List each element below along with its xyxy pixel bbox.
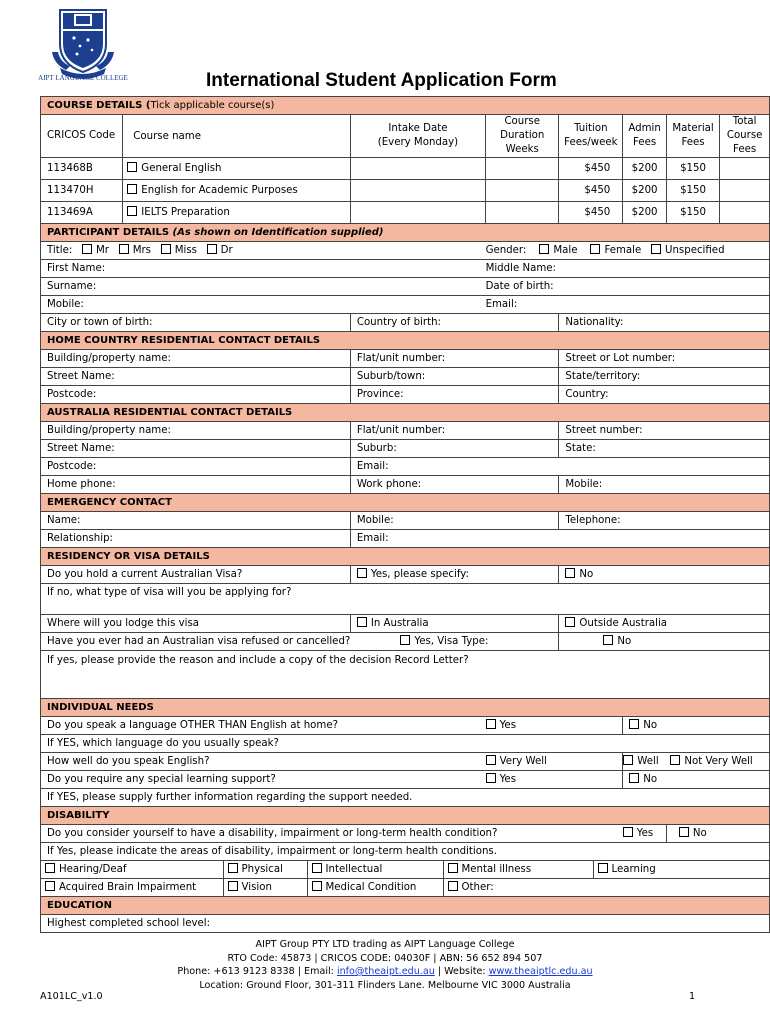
- course-row: [41, 158, 770, 180]
- tuition-fee: $450: [559, 158, 623, 180]
- refused-yes-visa-type-option[interactable]: Yes, Visa Type:: [350, 633, 559, 651]
- disability-areas-instruction: If Yes, please indicate the areas of disability, impairment or long-term health conditions.: [41, 843, 770, 861]
- checkbox-icon[interactable]: [357, 617, 367, 627]
- emergency-mobile-field[interactable]: Mobile:: [350, 512, 559, 530]
- lodge-in-australia-option[interactable]: In Australia: [350, 615, 559, 633]
- english-well-option[interactable]: Well: [623, 753, 667, 771]
- col-admin-fees: Admin Fees: [623, 115, 667, 158]
- aus-flat-field[interactable]: Flat/unit number:: [350, 422, 559, 440]
- application-form: [40, 96, 770, 933]
- checkbox-icon[interactable]: [486, 719, 496, 729]
- course-details-header: COURSE DETAILS (Tick applicable course(s): [41, 97, 770, 115]
- tuition-fee: $450: [559, 202, 623, 224]
- disability-areas-row-1: [41, 861, 770, 879]
- duration-input[interactable]: [486, 180, 559, 202]
- disability-areas-row-2: [41, 879, 770, 897]
- document-id: A101LC_v1.0: [40, 991, 103, 1002]
- intake-date-input[interactable]: [350, 180, 485, 202]
- aus-building-field[interactable]: Building/property name:: [41, 422, 351, 440]
- checkbox-icon[interactable]: [670, 755, 680, 765]
- title-field: Title: Mr Mrs Miss Dr: [41, 242, 486, 260]
- admin-fee: $200: [623, 202, 667, 224]
- aus-work-phone-field[interactable]: Work phone:: [350, 476, 559, 494]
- english-very-well-option[interactable]: Very Well: [486, 753, 623, 771]
- admin-fee: $200: [623, 158, 667, 180]
- other-language-yes-option[interactable]: Yes: [486, 717, 623, 735]
- checkbox-icon[interactable]: [127, 162, 137, 172]
- visa-yes-specify-option[interactable]: Yes, please specify:: [350, 566, 559, 584]
- aus-street-name-field[interactable]: Street Name:: [41, 440, 351, 458]
- first-name-field[interactable]: First Name:: [41, 260, 486, 278]
- city-of-birth-field[interactable]: City or town of birth:: [41, 314, 351, 332]
- education-header: EDUCATION: [41, 897, 770, 915]
- title-option-dr[interactable]: Dr: [207, 245, 233, 256]
- gender-field: Gender: Male Female Unspecified: [486, 242, 770, 260]
- home-flat-field[interactable]: Flat/unit number:: [350, 350, 559, 368]
- checkbox-icon[interactable]: [679, 827, 689, 837]
- material-fee: $150: [666, 158, 719, 180]
- footer-location: Location: Ground Floor, 301-311 Flinders Lane. Melbourne VIC 3000 Australia: [199, 979, 571, 991]
- total-fee-input[interactable]: [720, 158, 770, 180]
- english-not-very-well-option[interactable]: Not Very Well: [666, 753, 769, 771]
- material-fee: $150: [666, 180, 719, 202]
- disability-no-option[interactable]: No: [666, 825, 769, 843]
- checkbox-icon[interactable]: [565, 568, 575, 578]
- aus-state-field[interactable]: State:: [559, 440, 770, 458]
- total-fee-input[interactable]: [720, 202, 770, 224]
- refusal-reason-field[interactable]: If yes, please provide the reason and include a copy of the decision Record Letter?: [41, 651, 770, 699]
- college-name: AIPT LANGUAGE COLLEGE: [38, 74, 128, 82]
- tuition-fee: $450: [559, 180, 623, 202]
- home-province-field[interactable]: Province:: [350, 386, 559, 404]
- disability-header: DISABILITY: [41, 807, 770, 825]
- col-intake-date: Intake Date (Every Monday): [350, 115, 485, 158]
- area-physical-option[interactable]: Physical: [223, 861, 307, 878]
- checkbox-icon[interactable]: [629, 773, 639, 783]
- english-level-question: How well do you speak English?: [41, 753, 486, 771]
- disability-question: Do you consider yourself to have a disability, impairment or long-term health condition?: [41, 825, 623, 843]
- area-brain-impairment-option[interactable]: Acquired Brain Impairment: [41, 879, 223, 896]
- course-option-general-english[interactable]: General English: [123, 158, 351, 180]
- checkbox-icon[interactable]: [623, 827, 633, 837]
- col-tuition-fees: Tuition Fees/week: [559, 115, 623, 158]
- checkbox-icon[interactable]: [357, 568, 367, 578]
- aus-home-phone-field[interactable]: Home phone:: [41, 476, 351, 494]
- area-other-option[interactable]: Other:: [443, 879, 721, 896]
- home-state-field[interactable]: State/territory:: [559, 368, 770, 386]
- emergency-header: EMERGENCY CONTACT: [41, 494, 770, 512]
- checkbox-icon[interactable]: [603, 635, 613, 645]
- checkbox-icon[interactable]: [127, 206, 137, 216]
- nationality-field[interactable]: Nationality:: [559, 314, 770, 332]
- col-total-fees: Total Course Fees: [720, 115, 770, 158]
- visa-header: RESIDENCY OR VISA DETAILS: [41, 548, 770, 566]
- title-option-miss[interactable]: Miss: [161, 245, 197, 256]
- learning-support-no-option[interactable]: No: [623, 771, 770, 789]
- visa-no-option[interactable]: No: [559, 566, 770, 584]
- area-medical-condition-option[interactable]: Medical Condition: [307, 879, 443, 896]
- email-field[interactable]: Email:: [486, 296, 770, 314]
- checkbox-icon[interactable]: [486, 773, 496, 783]
- total-fee-input[interactable]: [720, 180, 770, 202]
- home-street-name-field[interactable]: Street Name:: [41, 368, 351, 386]
- form-table: [40, 96, 770, 933]
- course-option-eap[interactable]: English for Academic Purposes: [123, 180, 351, 202]
- area-mental-illness-option[interactable]: Mental illness: [443, 861, 593, 878]
- middle-name-field[interactable]: Middle Name:: [486, 260, 770, 278]
- aus-postcode-field[interactable]: Postcode:: [41, 458, 351, 476]
- home-suburb-field[interactable]: Suburb/town:: [350, 368, 559, 386]
- course-code: 113469A: [41, 202, 123, 224]
- course-option-ielts[interactable]: IELTS Preparation: [123, 202, 351, 224]
- individual-needs-header: INDIVIDUAL NEEDS: [41, 699, 770, 717]
- other-language-no-option[interactable]: No: [623, 717, 770, 735]
- lodge-visa-question: Where will you lodge this visa: [41, 615, 351, 633]
- col-cricos-code: CRICOS Code: [41, 115, 123, 158]
- footer-company: AIPT Group PTY LTD trading as AIPT Language College: [255, 939, 515, 950]
- title-option-mr[interactable]: Mr: [82, 245, 109, 256]
- checkbox-icon[interactable]: [486, 755, 496, 765]
- admin-fee: $200: [623, 180, 667, 202]
- course-code: 113470H: [41, 180, 123, 202]
- home-country-header: HOME COUNTRY RESIDENTIAL CONTACT DETAILS: [41, 332, 770, 350]
- course-row: [41, 180, 770, 202]
- gender-option-female[interactable]: Female: [590, 245, 641, 256]
- area-intellectual-option[interactable]: Intellectual: [307, 861, 443, 878]
- checkbox-icon[interactable]: [623, 755, 633, 765]
- emergency-relationship-field[interactable]: Relationship:: [41, 530, 351, 548]
- emergency-email-field[interactable]: Email:: [350, 530, 769, 548]
- aus-mobile-field[interactable]: Mobile:: [559, 476, 770, 494]
- course-row: [41, 202, 770, 224]
- page-number: 1: [689, 991, 696, 1002]
- area-learning-option[interactable]: Learning: [593, 861, 721, 878]
- area-vision-option[interactable]: Vision: [223, 879, 307, 896]
- col-material-fees: Material Fees: [666, 115, 719, 158]
- home-postcode-field[interactable]: Postcode:: [41, 386, 351, 404]
- aus-suburb-field[interactable]: Suburb:: [350, 440, 559, 458]
- australia-header: AUSTRALIA RESIDENTIAL CONTACT DETAILS: [41, 404, 770, 422]
- course-code: 113468B: [41, 158, 123, 180]
- dob-field[interactable]: Date of birth:: [486, 278, 770, 296]
- duration-input[interactable]: [486, 158, 559, 180]
- checkbox-icon[interactable]: [565, 617, 575, 627]
- learning-support-yes-option[interactable]: Yes: [486, 771, 623, 789]
- duration-input[interactable]: [486, 202, 559, 224]
- intake-date-input[interactable]: [350, 202, 485, 224]
- visa-type-applying-field[interactable]: If no, what type of visa will you be applying for?: [41, 584, 770, 615]
- col-duration: Course Duration Weeks: [486, 115, 559, 158]
- lodge-outside-australia-option[interactable]: Outside Australia: [559, 615, 770, 633]
- gender-option-unspecified[interactable]: Unspecified: [651, 245, 725, 256]
- website-link[interactable]: www.theaiptlc.edu.au: [488, 966, 593, 977]
- current-visa-question: Do you hold a current Australian Visa?: [41, 566, 351, 584]
- aus-street-number-field[interactable]: Street number:: [559, 422, 770, 440]
- aus-email-field[interactable]: Email:: [350, 458, 769, 476]
- footer-contact: Phone: +613 9123 8338 | Email: info@theaipt.edu.au | Website: www.theaiptlc.edu.au: [177, 966, 593, 977]
- col-course-name: Course name: [123, 115, 351, 158]
- other-language-question: Do you speak a language OTHER THAN English at home?: [41, 717, 486, 735]
- gender-option-male[interactable]: Male: [539, 245, 577, 256]
- checkbox-icon[interactable]: [400, 635, 410, 645]
- emergency-telephone-field[interactable]: Telephone:: [559, 512, 770, 530]
- country-of-birth-field[interactable]: Country of birth:: [350, 314, 559, 332]
- learning-support-question: Do you require any special learning support?: [41, 771, 486, 789]
- which-language-field[interactable]: If YES, which language do you usually speak?: [41, 735, 770, 753]
- refused-visa-question: Have you ever had an Australian visa refused or cancelled?: [41, 633, 351, 651]
- area-hearing-option[interactable]: Hearing/Deaf: [41, 861, 223, 878]
- title-option-mrs[interactable]: Mrs: [119, 245, 151, 256]
- checkbox-icon[interactable]: [127, 184, 137, 194]
- footer: [0, 938, 770, 992]
- email-link[interactable]: info@theaipt.edu.au: [336, 966, 435, 977]
- home-building-field[interactable]: Building/property name:: [41, 350, 351, 368]
- disability-yes-option[interactable]: Yes: [623, 825, 667, 843]
- home-country-field[interactable]: Country:: [559, 386, 770, 404]
- emergency-name-field[interactable]: Name:: [41, 512, 351, 530]
- material-fee: $150: [666, 202, 719, 224]
- refused-no-option[interactable]: No: [559, 633, 770, 651]
- participant-details-header: PARTICIPANT DETAILS (As shown on Identification supplied): [41, 224, 770, 242]
- checkbox-icon[interactable]: [629, 719, 639, 729]
- highest-school-level-field[interactable]: Highest completed school level:: [41, 915, 770, 933]
- support-information-field[interactable]: If YES, please supply further information regarding the support needed.: [41, 789, 770, 807]
- intake-date-input[interactable]: [350, 158, 485, 180]
- home-street-lot-field[interactable]: Street or Lot number:: [559, 350, 770, 368]
- surname-field[interactable]: Surname:: [41, 278, 486, 296]
- page-title: International Student Application Form: [206, 70, 557, 91]
- footer-codes: RTO Code: 45873 | CRICOS CODE: 04030F | ABN: 56 652 894 507: [227, 952, 543, 964]
- college-logo: [30, 4, 136, 88]
- mobile-field[interactable]: Mobile:: [41, 296, 486, 314]
